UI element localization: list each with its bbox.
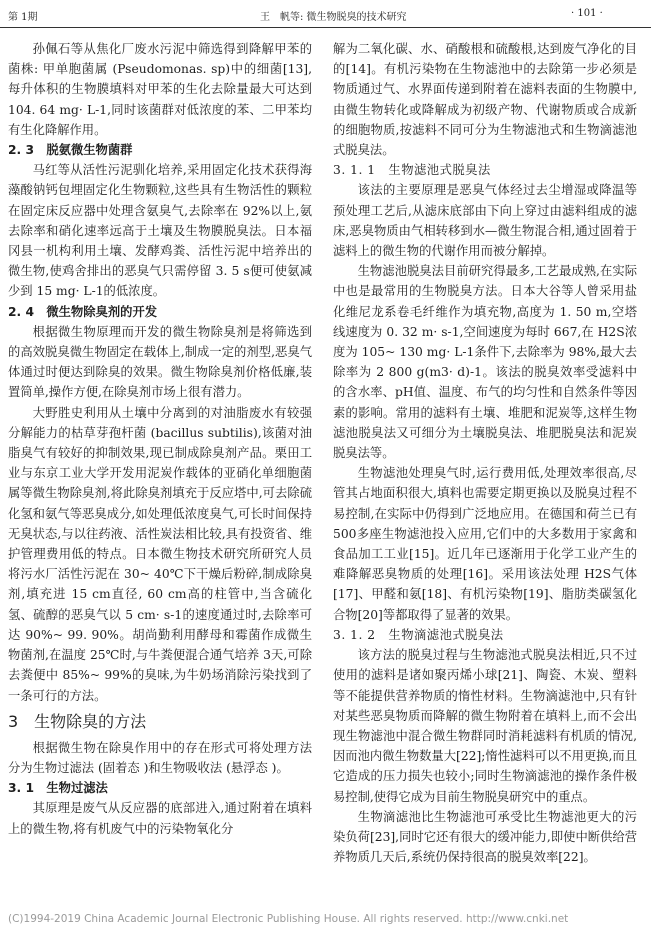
paragraph: 生物滤池脱臭法目前研究得最多,工艺最成熟,在实际中也是最常用的生物脱臭方法。日本大谷等人曾采用盐化维尼龙系卷毛纤维作为填充物,高度为 1. 50 m,空塔线速度为 0. 32 m· s-1,空间速度为每时 667,在 H2S浓度为 105~ 130 mg· L-1条件下,去除率为 98%,最大去除率为 2 800 g(m3· d)-1。该法的脱臭效率受滤料中的含水率、pH值、温度、布气的均匀性和自然条件等因素的影响。常用的滤料有土壤、堆肥和泥炭等,这样生物滤池脱臭法又可细分为土壤脱臭法、堆肥脱臭法和泥炭脱臭法等。: [333, 264, 637, 461]
issue-number: 第 1期: [8, 12, 38, 23]
paragraph: 其原理是废气从反应器的底部进入,通过附着在填料上的微生物,将有机废气中的污染物氧化分: [8, 801, 312, 836]
section-heading-2-3: 2. 3 脱氨微生物菌群: [8, 143, 133, 158]
right-column: [333, 39, 637, 867]
running-header: [0, 0, 651, 27]
paragraph: 孙佩石等从焦化厂废水污泥中筛选得到降解甲苯的菌株: 甲单胞菌属 (Pseudomonas. sp)中的细菌[13],每升体积的生物膜填料对甲苯的生化去除量最大可达到 104. 64 mg· L-1,同时该菌群对低浓度的苯、二甲苯均有生化降解作用。: [8, 42, 312, 137]
paragraph: 该方法的脱臭过程与生物滤池式脱臭法相近,只不过使用的滤料是诸如聚丙烯小球[21]、陶瓷、木炭、塑料等不能提供营养物质的惰性材料。生物滴滤池中,只有针对某些恶臭物质而降解的微生物附着在填料上,而不会出现生物滤池中混合微生物群同时消耗滤料有机质的情况,因而池内微生物数量大[22];惰性滤料可以不用更换,而且它造成的压力损失也较小;同时生物滴滤池的操作条件极易控制,使得它成为目前生物脱臭研究中的重点。: [333, 648, 637, 804]
paragraph: 马红等从活性污泥驯化培养,采用固定化技术获得海藻酸钠钙包埋固定化生物颗粒,这些具有生物活性的颗粒在固定床反应器中处理含氨臭气,去除率在 92%以上,氨去除率和硝化速率远高于土壤及生物膜脱臭法。日本福冈县一机构利用土壤、发酵鸡粪、活性污泥中培养出的微生物,使鸡舍排出的恶臭气只需停留 3. 5 s便可使氨减少到 15 mg· L-1的低浓度。: [8, 163, 312, 299]
page-number: · 101 ·: [571, 8, 603, 19]
section-heading-3-1: 3. 1 生物过滤法: [8, 781, 108, 796]
header-rule: [0, 27, 651, 28]
section-heading-3: 3 生物除臭的方法: [8, 711, 147, 731]
paragraph: 大野胜史利用从土壤中分离到的对油脂废水有较强分解能力的枯草芽孢杆菌 (bacillus subtilis),该菌对油脂臭气有较好的抑制效果,现已制成除臭剂产品。栗田工业与东京工业大学开发用泥炭作载体的亚硝化单细胞菌属等微生物除臭剂,将此除臭剂填充于反应塔中,可去除硫化氢和氨气等恶臭成分,如处理低浓度臭气,可长时间保持无臭状态,与以往药液、活性炭法相比较,具有投资省、维护管理费用低的特点。日本微生物技术研究所研究人员将污水厂活性污泥在 30~ 40℃下干燥后粉碎,制成除臭剂,填充进 15 cm直径, 60 cm高的柱管中,当含硫化氢、硫醇的恶臭气以 5 cm· s-1的速度通过时,去除率可达 90%~ 99. 90%。胡尚勤利用酵母和霉菌作成微生物菌剂,在温度 25℃时,与牛粪便混合通气培养 3天,可除去粪便中 85%~ 99%的臭味,为牛奶场消除污染找到了一条可行的方法。: [8, 405, 312, 703]
running-title: 王 帆等: 微生物脱臭的技术研究: [260, 12, 407, 23]
section-heading-3-1-2: 3. 1. 2 生物滴滤池式脱臭法: [333, 627, 504, 642]
section-heading-3-1-1: 3. 1. 1 生物滤池式脱臭法: [333, 163, 491, 178]
paragraph: 根据微生物原理而开发的微生物除臭剂是将筛选到的高效脱臭微生物固定在载体上,制成一定的剂型,恶臭气体通过时便达到除臭的效果。微生物除臭剂价格低廉,装置简单,操作方便,在除臭剂市场上很有潜力。: [8, 324, 312, 400]
paragraph: 生物滤池处理臭气时,运行费用低,处理效率很高,尽管其占地面积很大,填料也需要定期更换以及脱臭过程不易控制,在实际中仍得到广泛地应用。在德国和荷兰已有 500多座生物滤池投入应用,它们中的大多数用于家禽和食品加工工业[15]。近几年已逐渐用于化学工业产生的难降解恶臭物质的处理[16]。采用该法处理 H2S气体[17]、甲醛和氨[18]、有机污染物[19]、脂肪类碳氢化合物[20]等都取得了显著的效果。: [333, 466, 637, 622]
paragraph: 生物滴滤池比生物滤池可承受比生物滤池更大的污染负荷[23],同时它还有很大的缓冲能力,即使中断供给营养物质几天后,系统仍保持很高的脱臭效率[22]。: [333, 809, 637, 865]
left-column: [8, 39, 312, 839]
copyright-watermark: (C)1994-2019 China Academic Journal Electronic Publishing House. All rights reserved. http://www.cnki.net: [8, 913, 569, 925]
paragraph: 根据微生物在除臭作用中的存在形式可将处理方法分为生物过滤法 (固着态 )和生物吸收法 (悬浮态 )。: [8, 740, 312, 775]
paragraph: 解为二氧化碳、水、硝酸根和硫酸根,达到废气净化的目的[14]。有机污染物在生物滤池中的去除第一步必须是物质通过气、水界面传递到附着在滤料表面的生物膜中,由微生物转化或降解成为初级产物、代谢物质或合成新的细胞物质,按滤料不同可分为生物滤池式和生物滴滤池式脱臭法。: [333, 42, 637, 158]
section-heading-2-4: 2. 4 微生物除臭剂的开发: [8, 304, 158, 319]
paragraph: 该法的主要原理是恶臭气体经过去尘增湿或降温等预处理工艺后,从滤床底部由下向上穿过由滤料组成的滤床,恶臭物质由气相转移到水—微生物混合相,通过固着于滤料上的微生物的代谢作用而被分解掉。: [333, 183, 637, 259]
